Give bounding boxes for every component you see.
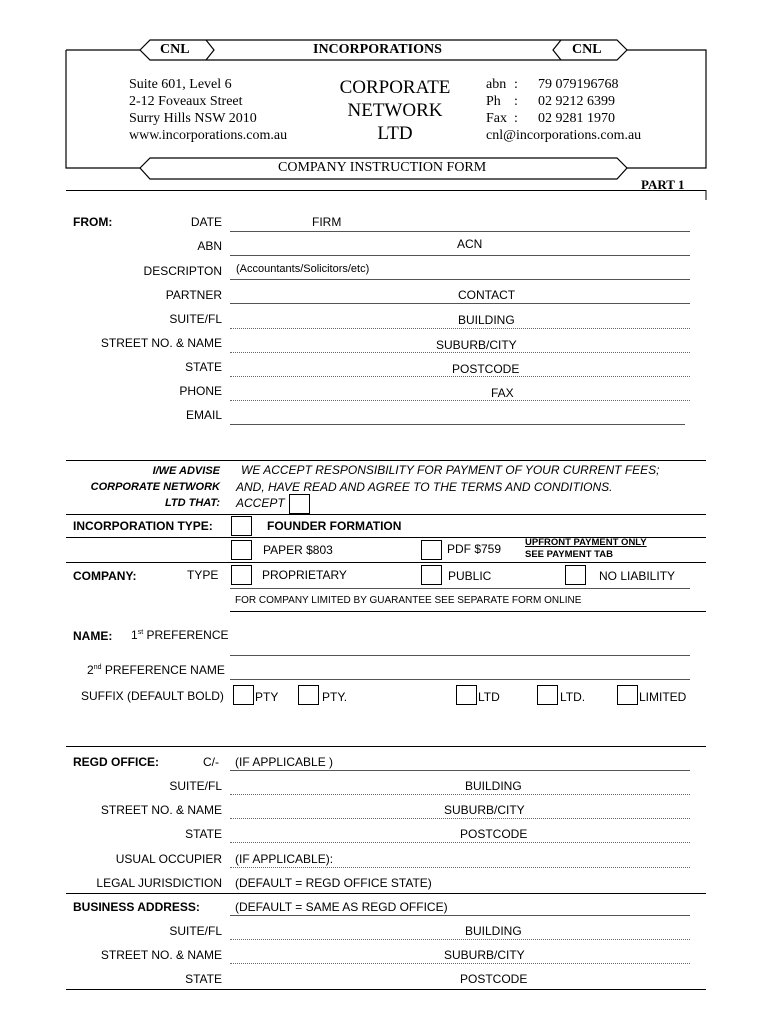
suburb-label: SUBURB/CITY [436, 338, 517, 352]
company-name-line: CORPORATE [339, 77, 451, 98]
upfront-payment-note: UPFRONT PAYMENT ONLY [525, 537, 647, 548]
form-title: COMPANY INSTRUCTION FORM [278, 160, 487, 175]
suffix-pty-checkbox[interactable] [233, 685, 254, 705]
phone-field-label: PHONE [179, 384, 222, 398]
state-postcode-field[interactable] [230, 376, 690, 377]
business-address-field[interactable] [230, 915, 690, 916]
acn-label: ACN [457, 237, 483, 251]
address-line: Suite 601, Level 6 [129, 77, 232, 92]
regd-office-label: REGD OFFICE: [73, 755, 159, 769]
usual-occupier-field[interactable] [230, 867, 690, 868]
accept-label: ACCEPT [236, 496, 285, 510]
suffix-label: SUFFIX (DEFAULT BOLD) [81, 689, 224, 703]
street-label: STREET NO. & NAME [100, 336, 222, 350]
incorporation-type-label: INCORPORATION TYPE: [73, 519, 213, 533]
proprietary-label: PROPRIETARY [262, 568, 347, 582]
company-name-line: NETWORK [347, 100, 443, 121]
paper-label: PAPER $803 [263, 543, 333, 557]
abn-acn-field[interactable] [230, 255, 690, 256]
abn-value: 79 079196768 [538, 77, 619, 92]
section-divider [66, 190, 706, 191]
description-label: DESCRIPTON [143, 264, 222, 278]
business-address-hint: (DEFAULT = SAME AS REGD OFFICE) [235, 900, 448, 914]
partner-contact-field[interactable] [230, 303, 690, 304]
public-checkbox[interactable] [421, 565, 442, 585]
business-building-label: BUILDING [465, 924, 522, 938]
suite-label: SUITE/FL [169, 312, 222, 326]
date-label: DATE [190, 215, 222, 229]
email-field[interactable] [230, 424, 685, 425]
contact-details: abn : 79 079196768 Ph : 02 9212 6399 Fax : 02 9281 1970 cnl@incorporations.com.au [486, 77, 642, 143]
suffix-ltd-dot-label: LTD. [560, 690, 586, 704]
legal-jurisdiction-hint: (DEFAULT = REGD OFFICE STATE) [235, 876, 432, 890]
section-divider [66, 460, 706, 461]
state-label: STATE [185, 360, 222, 374]
name-label: NAME: [73, 629, 113, 643]
business-suburb-label: SUBURB/CITY [444, 948, 525, 962]
business-street-suburb-field[interactable] [230, 963, 690, 964]
email-link[interactable]: cnl@incorporations.com.au [486, 128, 642, 143]
regd-street-label: STREET NO. & NAME [100, 803, 222, 817]
abn-field-label: ABN [197, 239, 222, 253]
building-label: BUILDING [458, 313, 515, 327]
firm-label: FIRM [312, 215, 342, 229]
business-suite-label: SUITE/FL [169, 924, 222, 938]
email-field-label: EMAIL [185, 408, 222, 422]
section-divider [66, 562, 706, 563]
business-state-label: STATE [185, 972, 222, 986]
fax-field-label: FAX [491, 386, 514, 400]
regd-suite-label: SUITE/FL [169, 779, 222, 793]
payment-tab-note: SEE PAYMENT TAB [525, 549, 613, 560]
founder-formation-label: FOUNDER FORMATION [267, 519, 402, 533]
phone-value: 02 9212 6399 [538, 94, 615, 109]
guarantee-note: FOR COMPANY LIMITED BY GUARANTEE SEE SEPARATE FORM ONLINE [235, 595, 582, 606]
partner-label: PARTNER [165, 288, 222, 302]
suffix-limited-checkbox[interactable] [617, 685, 638, 705]
business-postcode-label: POSTCODE [460, 972, 528, 986]
suffix-pty-dot-checkbox[interactable] [298, 685, 319, 705]
phone-label: Ph [486, 94, 501, 109]
no-liability-checkbox[interactable] [565, 565, 586, 585]
date-firm-field[interactable] [230, 231, 690, 232]
care-of-field[interactable] [230, 770, 690, 771]
field-line [230, 588, 690, 589]
public-label: PUBLIC [448, 569, 492, 583]
business-address-label: BUSINESS ADDRESS: [73, 900, 200, 914]
suite-building-field[interactable] [230, 328, 690, 329]
advise-text-2: AND, HAVE READ AND AGREE TO THE TERMS AND CONDITIONS. [236, 480, 613, 494]
section-divider [230, 611, 706, 612]
regd-building-label: BUILDING [465, 779, 522, 793]
regd-street-suburb-field[interactable] [230, 818, 690, 819]
description-field[interactable] [230, 279, 690, 280]
business-street-label: STREET NO. & NAME [100, 948, 222, 962]
proprietary-checkbox[interactable] [231, 565, 252, 585]
usual-occupier-hint: (IF APPLICABLE): [235, 852, 334, 866]
fax-label: Fax [486, 111, 507, 126]
company-name-line: LTD [377, 123, 413, 144]
legal-jurisdiction-label: LEGAL JURISDICTION [96, 876, 222, 890]
section-divider [66, 746, 706, 747]
accept-checkbox[interactable] [289, 494, 310, 514]
paper-checkbox[interactable] [231, 540, 252, 560]
address-line: 2-12 Foveaux Street [129, 94, 243, 109]
street-suburb-field[interactable] [230, 352, 690, 353]
care-of-hint: (IF APPLICABLE ) [235, 755, 334, 769]
regd-state-label: STATE [185, 827, 222, 841]
cnl-left-label: CNL [160, 42, 190, 57]
phone-fax-field[interactable] [230, 400, 690, 401]
cnl-right-label: CNL [572, 42, 602, 57]
regd-suburb-label: SUBURB/CITY [444, 803, 525, 817]
suffix-ltd-checkbox[interactable] [456, 685, 477, 705]
part-label: PART 1 [641, 177, 685, 192]
care-of-label: C/- [203, 755, 219, 769]
usual-occupier-label: USUAL OCCUPIER [115, 852, 222, 866]
founder-formation-checkbox[interactable] [231, 516, 252, 536]
from-heading: FROM: [73, 215, 113, 229]
suffix-ltd-dot-checkbox[interactable] [537, 685, 558, 705]
second-preference-label: 2nd PREFERENCE NAME [87, 663, 225, 677]
website-link[interactable]: www.incorporations.com.au [129, 128, 288, 143]
address-line: Surry Hills NSW 2010 [129, 111, 257, 126]
suffix-limited-label: LIMITED [639, 690, 687, 704]
header-title: INCORPORATIONS [313, 42, 442, 57]
section-divider [66, 893, 706, 894]
first-preference-field[interactable] [230, 655, 690, 656]
fax-value: 02 9281 1970 [538, 111, 615, 126]
type-label: TYPE [187, 568, 219, 582]
description-hint: (Accountants/Solicitors/etc) [236, 263, 370, 275]
section-divider [66, 989, 706, 990]
advise-text-1: WE ACCEPT RESPONSIBILITY FOR PAYMENT OF YOUR CURRENT FEES; [241, 463, 660, 477]
company-label: COMPANY: [73, 569, 137, 583]
contact-label: CONTACT [458, 288, 516, 302]
regd-state-postcode-field[interactable] [230, 842, 690, 843]
abn-label: abn [486, 77, 507, 92]
first-preference-label: 1st PREFERENCE [131, 628, 229, 642]
suffix-ltd-label: LTD [478, 690, 500, 704]
suffix-pty-label: PTY [255, 690, 279, 704]
pdf-label: PDF $759 [447, 542, 502, 556]
company-address [129, 76, 287, 144]
advise-label: I/WE ADVISE CORPORATE NETWORK LTD THAT: [90, 465, 220, 509]
suffix-pty-dot-label: PTY. [322, 690, 348, 704]
second-preference-field[interactable] [230, 679, 690, 680]
regd-suite-building-field[interactable] [230, 794, 690, 795]
no-liability-label: NO LIABILITY [599, 569, 676, 583]
company-name [320, 76, 470, 145]
business-suite-building-field[interactable] [230, 939, 690, 940]
postcode-label: POSTCODE [452, 362, 520, 376]
section-divider [66, 514, 706, 515]
regd-postcode-label: POSTCODE [460, 827, 528, 841]
pdf-checkbox[interactable] [421, 540, 442, 560]
